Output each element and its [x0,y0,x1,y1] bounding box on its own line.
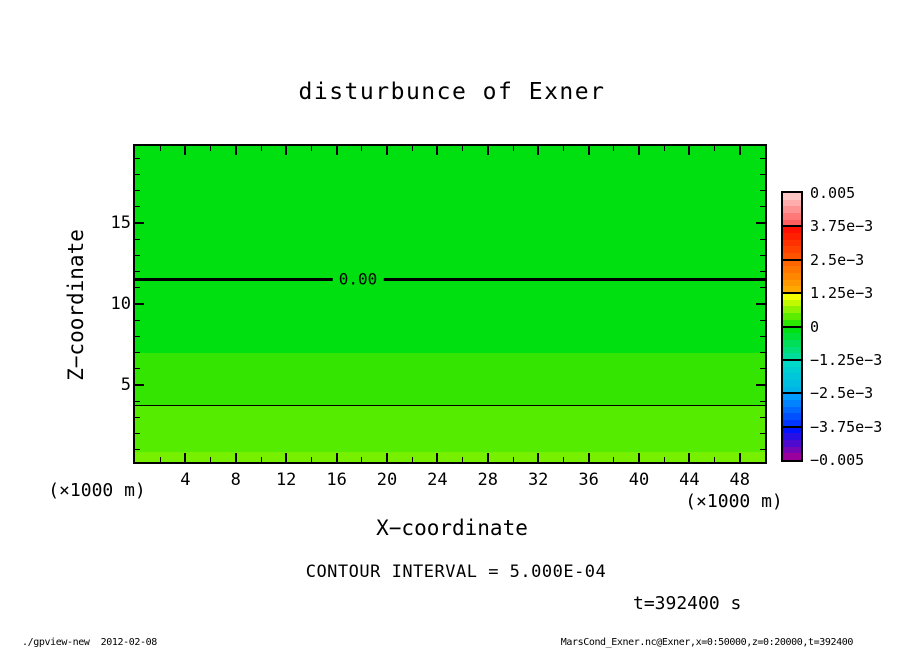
axis-tick [412,457,413,462]
axis-tick [135,401,140,402]
axis-tick [588,453,590,462]
axis-tick [760,190,765,191]
colorbar-tick-label: −1.25e−3 [810,350,883,369]
axis-tick [412,146,413,151]
footer-command: ./gpview-new 2012-02-08 [22,637,157,648]
axis-tick [235,146,237,155]
x-tick-label: 4 [180,470,191,490]
colorbar-tick-label: 3.75e−3 [810,217,874,236]
x-tick-label: 28 [477,470,499,490]
z-axis-unit-label: (×1000 m) [48,480,146,501]
contour-interval-note: CONTOUR INTERVAL = 5.000E-04 [305,562,607,582]
axis-tick [160,457,161,462]
axis-tick [760,320,765,321]
axis-tick [563,457,564,462]
axis-tick [487,453,489,462]
axis-tick [336,146,338,155]
axis-tick [386,146,388,155]
axis-tick [135,303,144,305]
axis-tick [135,271,140,272]
axis-tick [756,384,765,386]
axis-tick [756,222,765,224]
axis-tick [760,287,765,288]
axis-tick [688,453,690,462]
x-tick-label: 44 [679,470,700,490]
contour-line-zero [135,278,765,281]
tone-fill-band [135,452,765,463]
axis-tick [537,146,539,155]
axis-tick [361,146,362,151]
axis-tick [588,146,590,155]
z-axis-title: Z−coordinate [64,229,88,381]
axis-tick [135,206,140,207]
axis-tick [135,384,144,386]
colorbar-divider [783,259,801,261]
axis-tick [760,433,765,434]
axis-tick [760,206,765,207]
axis-tick [184,453,186,462]
axis-tick [760,368,765,369]
axis-tick [714,457,715,462]
x-axis-title: X−coordinate [376,516,528,540]
axis-tick [760,401,765,402]
axis-tick [135,158,140,159]
colorbar-tick-label: 1.25e−3 [810,284,874,303]
colorbar-tick-label: 2.5e−3 [810,250,865,269]
axis-tick [760,239,765,240]
colorbar-tick-label: 0 [810,317,820,336]
axis-tick [756,303,765,305]
axis-tick [135,336,140,337]
axis-tick [537,453,539,462]
axis-tick [760,271,765,272]
axis-tick [436,453,438,462]
x-tick-label: 48 [729,470,751,490]
axis-tick [613,146,614,151]
axis-tick [336,453,338,462]
x-tick-label: 8 [230,470,241,490]
axis-tick [664,146,665,151]
axis-tick [760,352,765,353]
colorbar [781,191,803,462]
colorbar-divider [783,426,801,428]
axis-tick [311,457,312,462]
axis-tick [135,239,140,240]
axis-tick [664,457,665,462]
axis-tick [135,320,140,321]
x-tick-label: 16 [326,470,347,490]
axis-tick [261,146,262,151]
colorbar-tick-label: −0.005 [810,451,865,469]
axis-tick [135,433,140,434]
axis-tick [739,453,741,462]
axis-tick [760,255,765,256]
axis-tick [210,457,211,462]
contour-line-5e-4 [135,405,765,406]
plot-area [133,144,767,464]
axis-tick [760,158,765,159]
axis-tick [210,146,211,151]
axis-tick [513,146,514,151]
axis-tick [760,417,765,418]
axis-tick [386,453,388,462]
x-tick-label: 24 [427,470,448,490]
contour-label-zero: 0.00 [333,270,384,289]
axis-tick [135,417,140,418]
axis-tick [688,146,690,155]
colorbar-tick-label: 0.005 [810,184,856,202]
colorbar-tick-label: −2.5e−3 [810,384,874,403]
x-tick-label: 20 [376,470,398,490]
colorbar-divider [783,326,801,328]
z-tick-label: 15 [110,213,131,233]
time-annotation: t=392400 s [633,593,742,614]
tone-fill-band [135,146,765,354]
axis-tick [638,146,640,155]
axis-tick [135,287,140,288]
axis-tick [760,174,765,175]
axis-tick [135,174,140,175]
colorbar-divider [783,359,801,361]
axis-tick [462,146,463,151]
axis-tick [135,368,140,369]
axis-tick [436,146,438,155]
z-tick-label: 10 [110,294,131,314]
axis-tick [487,146,489,155]
z-tick-label: 5 [120,375,131,395]
x-tick-label: 40 [628,470,650,490]
axis-tick [760,336,765,337]
axis-tick [285,453,287,462]
axis-tick [714,146,715,151]
axis-tick [235,453,237,462]
axis-tick [135,352,140,353]
x-tick-label: 32 [527,470,549,490]
axis-tick [285,146,287,155]
plot-title: disturbunce of Exner [298,79,606,105]
axis-tick [311,146,312,151]
colorbar-cell [783,453,801,460]
x-tick-label: 36 [578,470,599,490]
colorbar-divider [783,392,801,394]
axis-tick [135,222,144,224]
colorbar-divider [783,292,801,294]
x-tick-label: 12 [275,470,297,490]
colorbar-tick-label: −3.75e−3 [810,417,883,436]
x-axis-unit-label: (×1000 m) [685,491,783,512]
colorbar-divider [783,225,801,227]
axis-tick [760,449,765,450]
tone-fill-band [135,406,765,453]
axis-tick [613,457,614,462]
axis-tick [135,449,140,450]
footer-datasource: MarsCond_Exner.nc@Exner,x=0:50000,z=0:20000,t=392400 [560,637,853,648]
axis-tick [739,146,741,155]
axis-tick [361,457,362,462]
axis-tick [135,190,140,191]
axis-tick [160,146,161,151]
axis-tick [135,255,140,256]
axis-tick [638,453,640,462]
axis-tick [563,146,564,151]
axis-tick [184,146,186,155]
axis-tick [462,457,463,462]
axis-tick [261,457,262,462]
tone-fill-band [135,353,765,406]
axis-tick [513,457,514,462]
